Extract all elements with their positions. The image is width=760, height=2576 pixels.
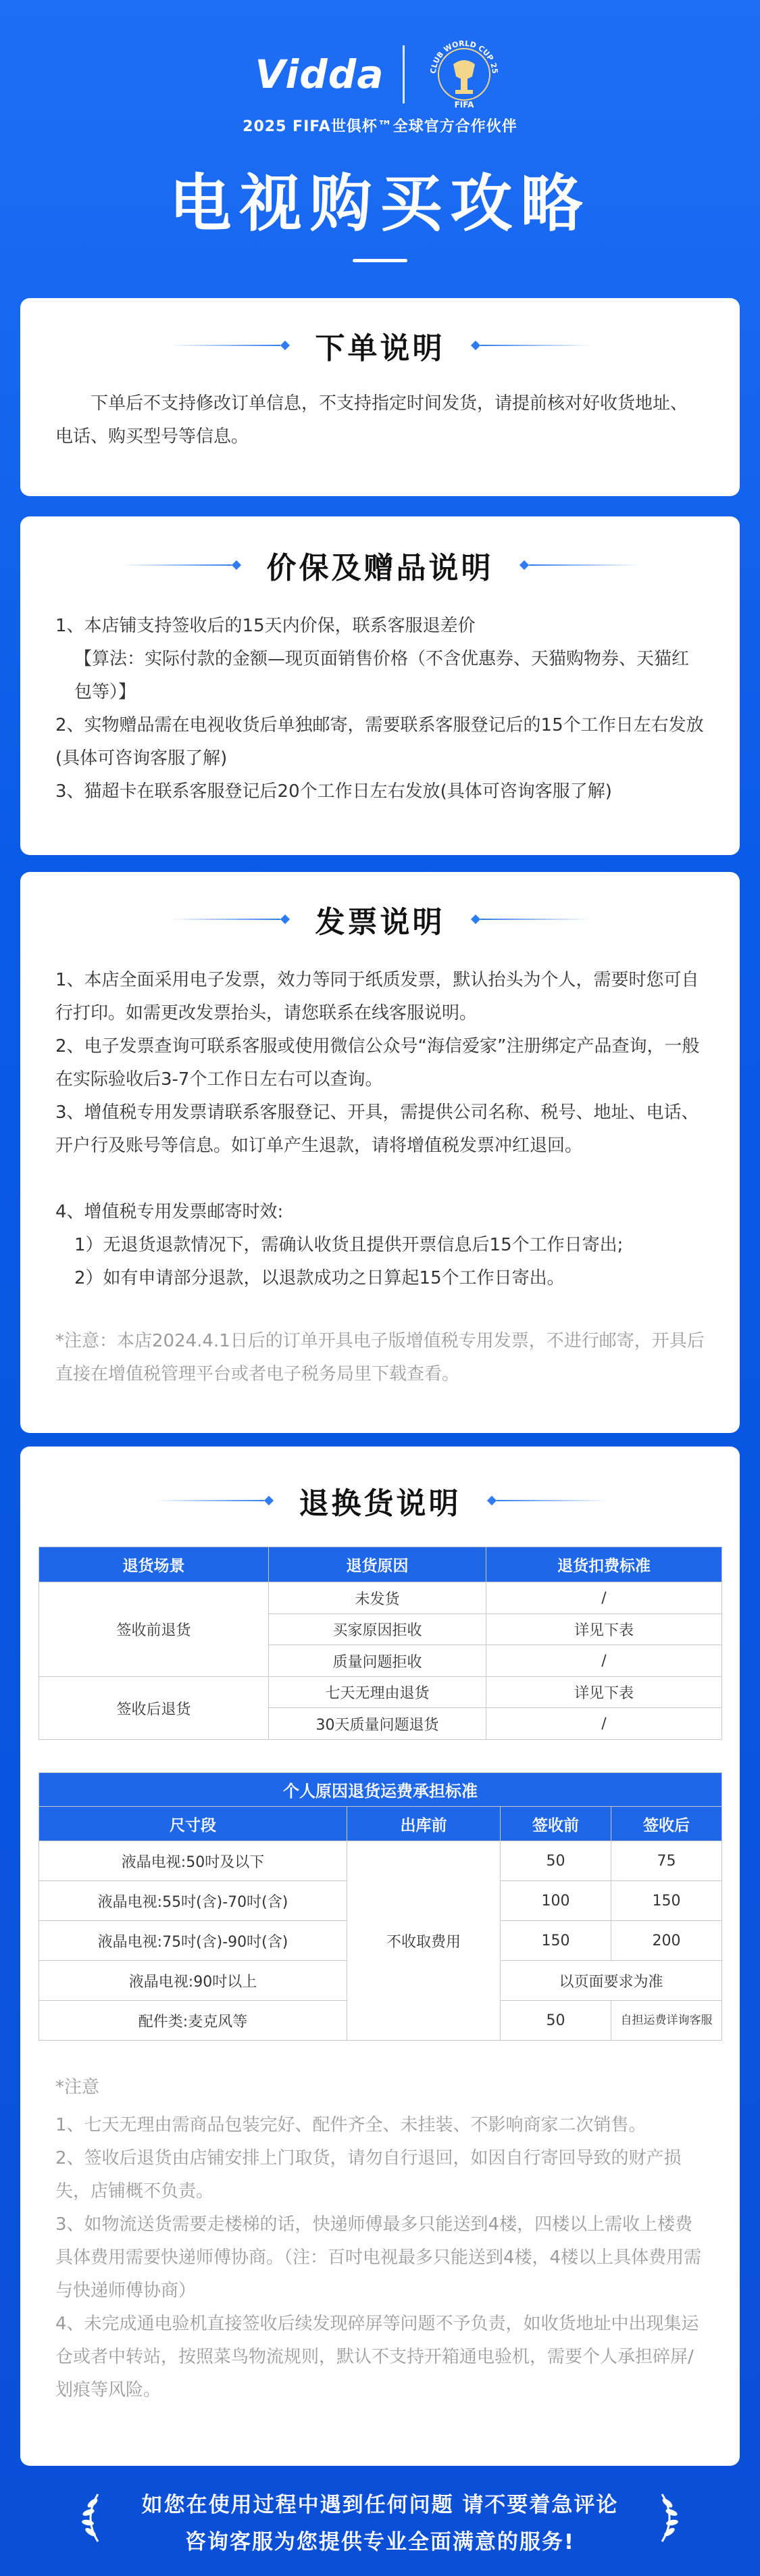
invoice-item: 1、本店全面采用电子发票，效力等同于纸质发票，默认抬头为个人，需要时您可自行打印。如需更改发票抬头，请您联系在线客服说明。 (55, 970, 699, 1023)
table-cell: 液晶电视:55吋(含)-70吋(含) (39, 1881, 347, 1921)
table-cell: 详见下表 (486, 1614, 722, 1645)
brand-separator (403, 45, 405, 103)
table-cell: 200 (611, 1921, 722, 1961)
price-item: 2、实物赠品需在电视收货后单独邮寄，需要联系客服登记后的15个工作日左右发放(具体可咨询客服了解) (55, 715, 704, 769)
returns-note: 4、未完成通电验机直接签收后续发现碎屏等问题不予负责，如收货地址中出现集运仓或者中转站，按照菜鸟物流规则，默认不支持开箱通电验机，需要个人承担碎屏/划痕等风险。 (55, 2314, 699, 2400)
partner-line: 2025 FIFA世俱杯™全球官方合作伙伴 (243, 118, 517, 135)
invoice-section-header (20, 899, 740, 940)
table-header: 退货场景 (39, 1547, 269, 1582)
table-cell: 配件类:麦克风等 (39, 2001, 347, 2041)
divider-left-icon (121, 560, 241, 570)
emblem-top-text: CLUB WORLD CUP 25 (429, 39, 500, 74)
returns-note-label: *注意 (55, 2077, 100, 2097)
table-cell: 自担运费详询客服 (611, 2001, 722, 2041)
table-cell: 七天无理由退货 (269, 1677, 486, 1708)
table-cell: 液晶电视:90吋以上 (39, 1961, 347, 2001)
shipping-fee-table (39, 1772, 722, 2041)
table-cell: 买家原因拒收 (269, 1614, 486, 1645)
invoice-item: 2）如有申请部分退款，以退款成功之日算起15个工作日寄出。 (74, 1268, 565, 1288)
table-cell: 签收后退货 (39, 1677, 269, 1740)
invoice-item: 4、增值税专用发票邮寄时效: (55, 1202, 284, 1222)
table-cell: 液晶电视:50吋及以下 (39, 1841, 347, 1881)
table-cell: 未发货 (269, 1582, 486, 1614)
table-cell: / (486, 1645, 722, 1677)
club-world-cup-emblem-icon (424, 37, 505, 112)
table-cell: 100 (501, 1881, 611, 1921)
table-cell: 50 (501, 1841, 611, 1881)
table-header: 签收后 (611, 1807, 722, 1841)
table-header: 退货扣费标准 (486, 1547, 722, 1582)
price-item: 3、猫超卡在联系客服登记后20个工作日左右发放(具体可咨询客服了解) (55, 781, 612, 802)
divider-right-icon (520, 560, 640, 570)
header (0, 0, 760, 291)
page-title: 电视购买攻略 (169, 168, 591, 240)
price-section-title: 价保及赠品说明 (266, 551, 494, 585)
invoice-item: 2、电子发票查询可联系客服或使用微信公众号“海信爱家”注册绑定产品查询，一般在实际验收后3-7个工作日左右可以查询。 (55, 1036, 700, 1090)
price-item: 【算法：实际付款的金额—现页面销售价格（不含优惠券、天猫购物券、天猫红包等）】 (74, 649, 690, 702)
price-item: 1、本店铺支持签收后的15天内价保，联系客服退差价 (55, 616, 476, 636)
table-row (39, 1677, 722, 1708)
footer (0, 2467, 760, 2576)
table-header: 签收前 (501, 1807, 611, 1841)
order-body: 下单后不支持修改订单信息，不支持指定时间发货，请提前核对好收货地址、电话、购买型号等信息。 (55, 393, 688, 447)
table-cell: 以页面要求为准 (501, 1961, 722, 2001)
invoice-item: 3、增值税专用发票请联系客服登记、开具，需提供公司名称、税号、地址、电话、开户行及账号等信息。如订单产生退款，请将增值税发票冲红退回。 (55, 1102, 699, 1156)
divider-left-icon (153, 1495, 274, 1506)
table-cell: 150 (611, 1881, 722, 1921)
price-section-header (20, 545, 740, 585)
table-cell: / (486, 1708, 722, 1740)
order-section-title: 下单说明 (315, 331, 445, 366)
table-header: 出库前 (347, 1807, 501, 1841)
table-row (39, 1582, 722, 1614)
brand-logo: Vidda (255, 51, 384, 97)
invoice-note: *注意：本店2024.4.1日后的订单开具电子版增值税专用发票，不进行邮寄，开具后直接在增值税管理平台或者电子税务局里下载查看。 (55, 1331, 705, 1384)
price-card (20, 516, 740, 855)
table-row (39, 1841, 722, 1881)
table-cell: 50 (501, 2001, 611, 2041)
invoice-card (20, 872, 740, 1433)
divider-right-icon (471, 914, 591, 925)
table-cell: 150 (501, 1921, 611, 1961)
footer-line-1: 如您在使用过程中遇到任何问题 请不要着急评论 (141, 2493, 619, 2517)
divider-left-icon (170, 914, 290, 925)
returns-section-title: 退换货说明 (299, 1486, 461, 1521)
table-cell: 75 (611, 1841, 722, 1881)
table-cell: 不收取费用 (347, 1841, 501, 2041)
table-caption: 个人原因退货运费承担标准 (39, 1773, 722, 1807)
divider-right-icon (471, 340, 591, 351)
returns-note: 2、签收后退货由店铺安排上门取货，请勿自行退回，如因自行寄回导致的财产损失，店铺概不负责。 (55, 2148, 682, 2202)
returns-note: 3、如物流送货需要走楼梯的话，快递师傅最多只能送到4楼，四楼以上需收上楼费具体费用需要快递师傅协商。（注：百吋电视最多只能送到4楼，4楼以上具体费用需与快递师傅协商） (55, 2214, 702, 2301)
table-header: 尺寸段 (39, 1807, 347, 1841)
table-cell: / (486, 1582, 722, 1614)
table-cell: 签收前退货 (39, 1582, 269, 1677)
table-cell: 质量问题拒收 (269, 1645, 486, 1677)
returns-note: 1、七天无理由需商品包装完好、配件齐全、未挂装、不影响商家二次销售。 (55, 2115, 647, 2135)
returns-card (20, 1447, 740, 2466)
emblem-bottom-text: FIFA (455, 100, 474, 110)
table-cell: 30天质量问题退货 (269, 1708, 486, 1740)
divider-right-icon (487, 1495, 607, 1506)
divider-left-icon (170, 340, 290, 351)
table-cell: 详见下表 (486, 1677, 722, 1708)
table-header: 退货原因 (269, 1547, 486, 1582)
table-cell: 液晶电视:75吋(含)-90吋(含) (39, 1921, 347, 1961)
returns-section-header (20, 1480, 740, 1521)
invoice-item: 1）无退货退款情况下，需确认收货且提供开票信息后15个工作日寄出; (74, 1235, 624, 1255)
footer-line-2: 咨询客服为您提供专业全面满意的服务! (184, 2530, 576, 2554)
order-card (20, 298, 740, 496)
return-scenario-table (39, 1547, 722, 1740)
title-underline (353, 259, 407, 262)
invoice-section-title: 发票说明 (315, 905, 445, 940)
order-section-header (20, 325, 740, 366)
brand-row (0, 37, 760, 112)
